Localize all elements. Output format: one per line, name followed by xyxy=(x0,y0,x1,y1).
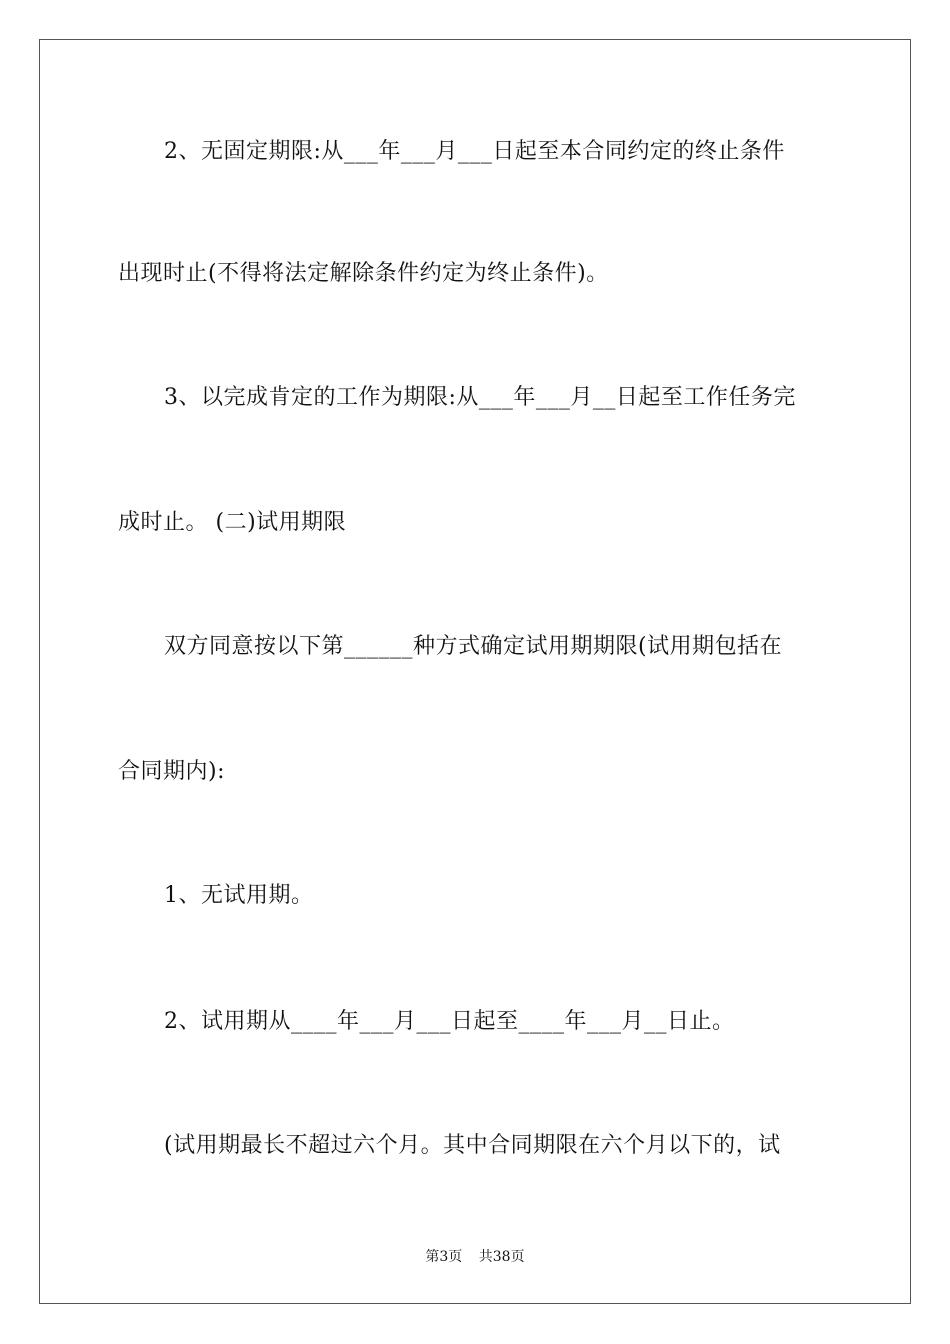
paragraph-line: 3、以完成肯定的工作为期限:从___年___月__日起至工作任务完 xyxy=(164,385,796,410)
paragraph-line: 合同期内): xyxy=(118,759,225,784)
page-footer xyxy=(0,1248,950,1266)
paragraph-line: 出现时止(不得将法定解除条件约定为终止条件)。 xyxy=(118,261,609,286)
paragraph-line: 1、无试用期。 xyxy=(164,883,314,908)
page-number: 第3页 xyxy=(425,1249,463,1265)
page-total: 共38页 xyxy=(478,1249,525,1265)
page-border xyxy=(39,39,911,1304)
paragraph-line: 成时止。 (二)试用期限 xyxy=(118,510,347,535)
paragraph-line: 2、无固定期限:从___年___月___日起至本合同约定的终止条件 xyxy=(164,139,785,164)
paragraph-line: (试用期最长不超过六个月。其中合同期限在六个月以下的，试 xyxy=(164,1133,781,1158)
paragraph-line: 双方同意按以下第______种方式确定试用期期限(试用期包括在 xyxy=(164,634,783,659)
paragraph-line: 2、试用期从____年___月___日起至____年___月__日止。 xyxy=(164,1009,735,1034)
